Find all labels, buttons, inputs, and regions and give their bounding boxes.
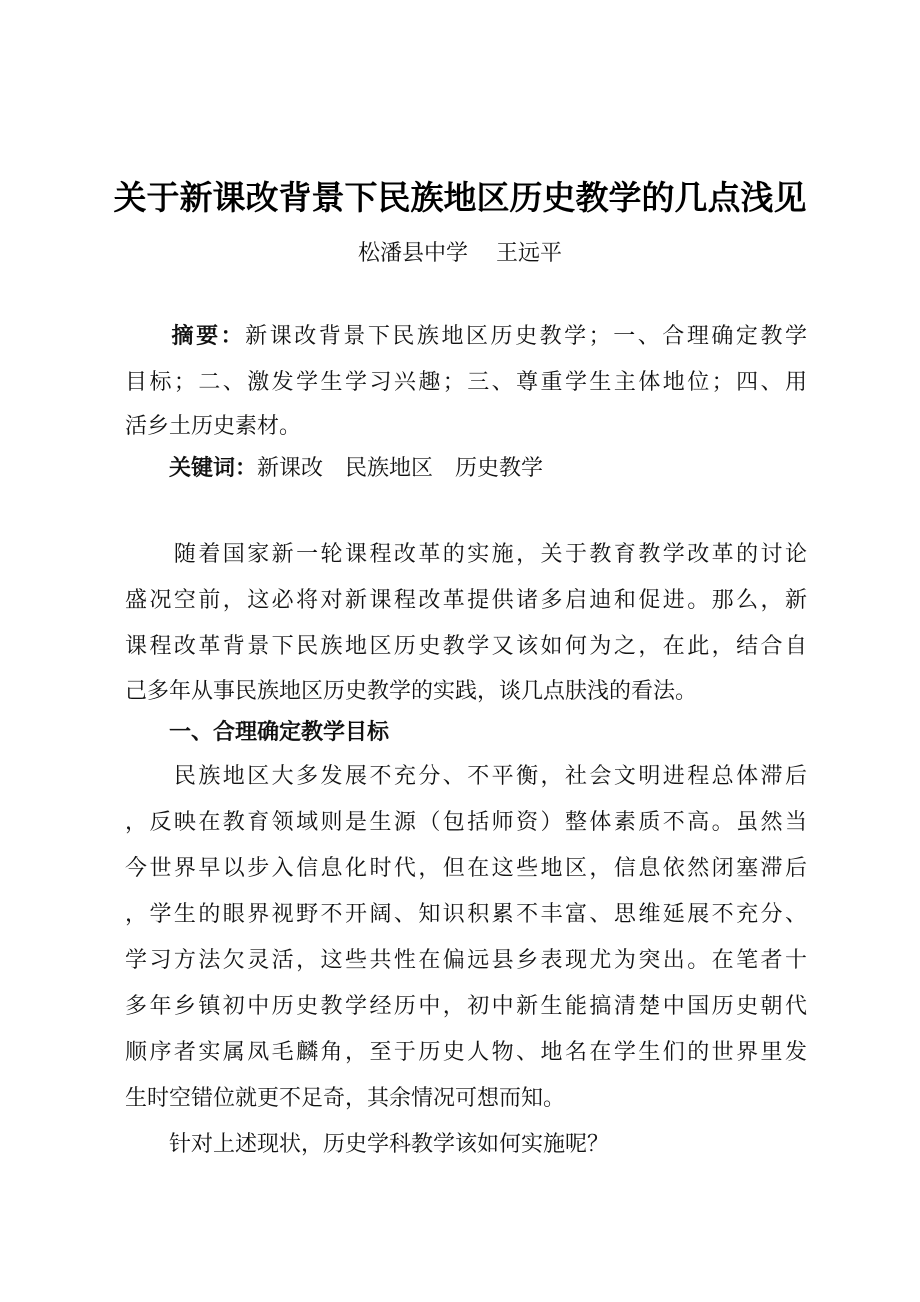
section-1-closing: 针对上述现状，历史学科教学该如何实施呢？: [125, 1132, 610, 1157]
section-1-line-4: ，学生的眼界视野不开阔、知识积累不丰富、思维延展不充分、: [125, 902, 807, 927]
section-1-heading: 一、合理确定教学目标: [169, 720, 390, 745]
author-school: 松潘县中学: [357, 241, 468, 266]
section-1-line-3: 今世界早以步入信息化时代，但在这些地区，信息依然闭塞滞后: [125, 856, 807, 881]
keyword-3: 历史教学: [455, 456, 544, 481]
keyword-1: 新课改: [257, 456, 324, 481]
intro-line-3: 课程改革背景下民族地区历史教学又该如何为之，在此，结合自: [125, 634, 807, 659]
abstract-line-1: [125, 322, 807, 352]
author-name: 王远平: [496, 241, 563, 266]
intro-line-4: 己多年从事民族地区历史教学的实践，谈几点肤浅的看法。: [125, 679, 698, 704]
keywords-label: 关键词：: [169, 456, 258, 481]
abstract-line-2: 目标；二、激发学生学习兴趣；三、尊重学生主体地位；四、用: [125, 370, 807, 395]
section-1-line-5: 学习方法欠灵活，这些共性在偏远县乡表现尤为突出。在笔者十: [125, 948, 807, 973]
intro-line-1: 随着国家新一轮课程改革的实施，关于教育教学改革的讨论: [125, 542, 807, 567]
document-title: 关于新课改背景下民族地区历史教学的几点浅见: [113, 178, 807, 217]
keywords-line: [125, 454, 807, 484]
section-1-line-1: 民族地区大多发展不充分、不平衡，社会文明进程总体滞后: [125, 764, 807, 789]
intro-line-2: 盛况空前，这必将对新课程改革提供诸多启迪和促进。那么，新: [125, 588, 807, 613]
section-1-line-2: ，反映在教育领域则是生源（包括师资）整体素质不高。虽然当: [125, 810, 807, 835]
keyword-2: 民族地区: [345, 456, 434, 481]
section-1-line-8: 生时空错位就更不足奇，其余情况可想而知。: [125, 1086, 566, 1111]
author-line: [0, 236, 920, 267]
abstract-label: 摘要：: [169, 324, 246, 349]
section-1-line-6: 多年乡镇初中历史教学经历中，初中新生能搞清楚中国历史朝代: [125, 994, 807, 1019]
abstract-text-1: 新课改背景下民族地区历史教学；一、合理确定教学: [245, 324, 807, 349]
abstract-line-3: 活乡土历史素材。: [125, 414, 302, 439]
section-1-line-7: 顺序者实属凤毛麟角，至于历史人物、地名在学生们的世界里发: [125, 1040, 807, 1065]
